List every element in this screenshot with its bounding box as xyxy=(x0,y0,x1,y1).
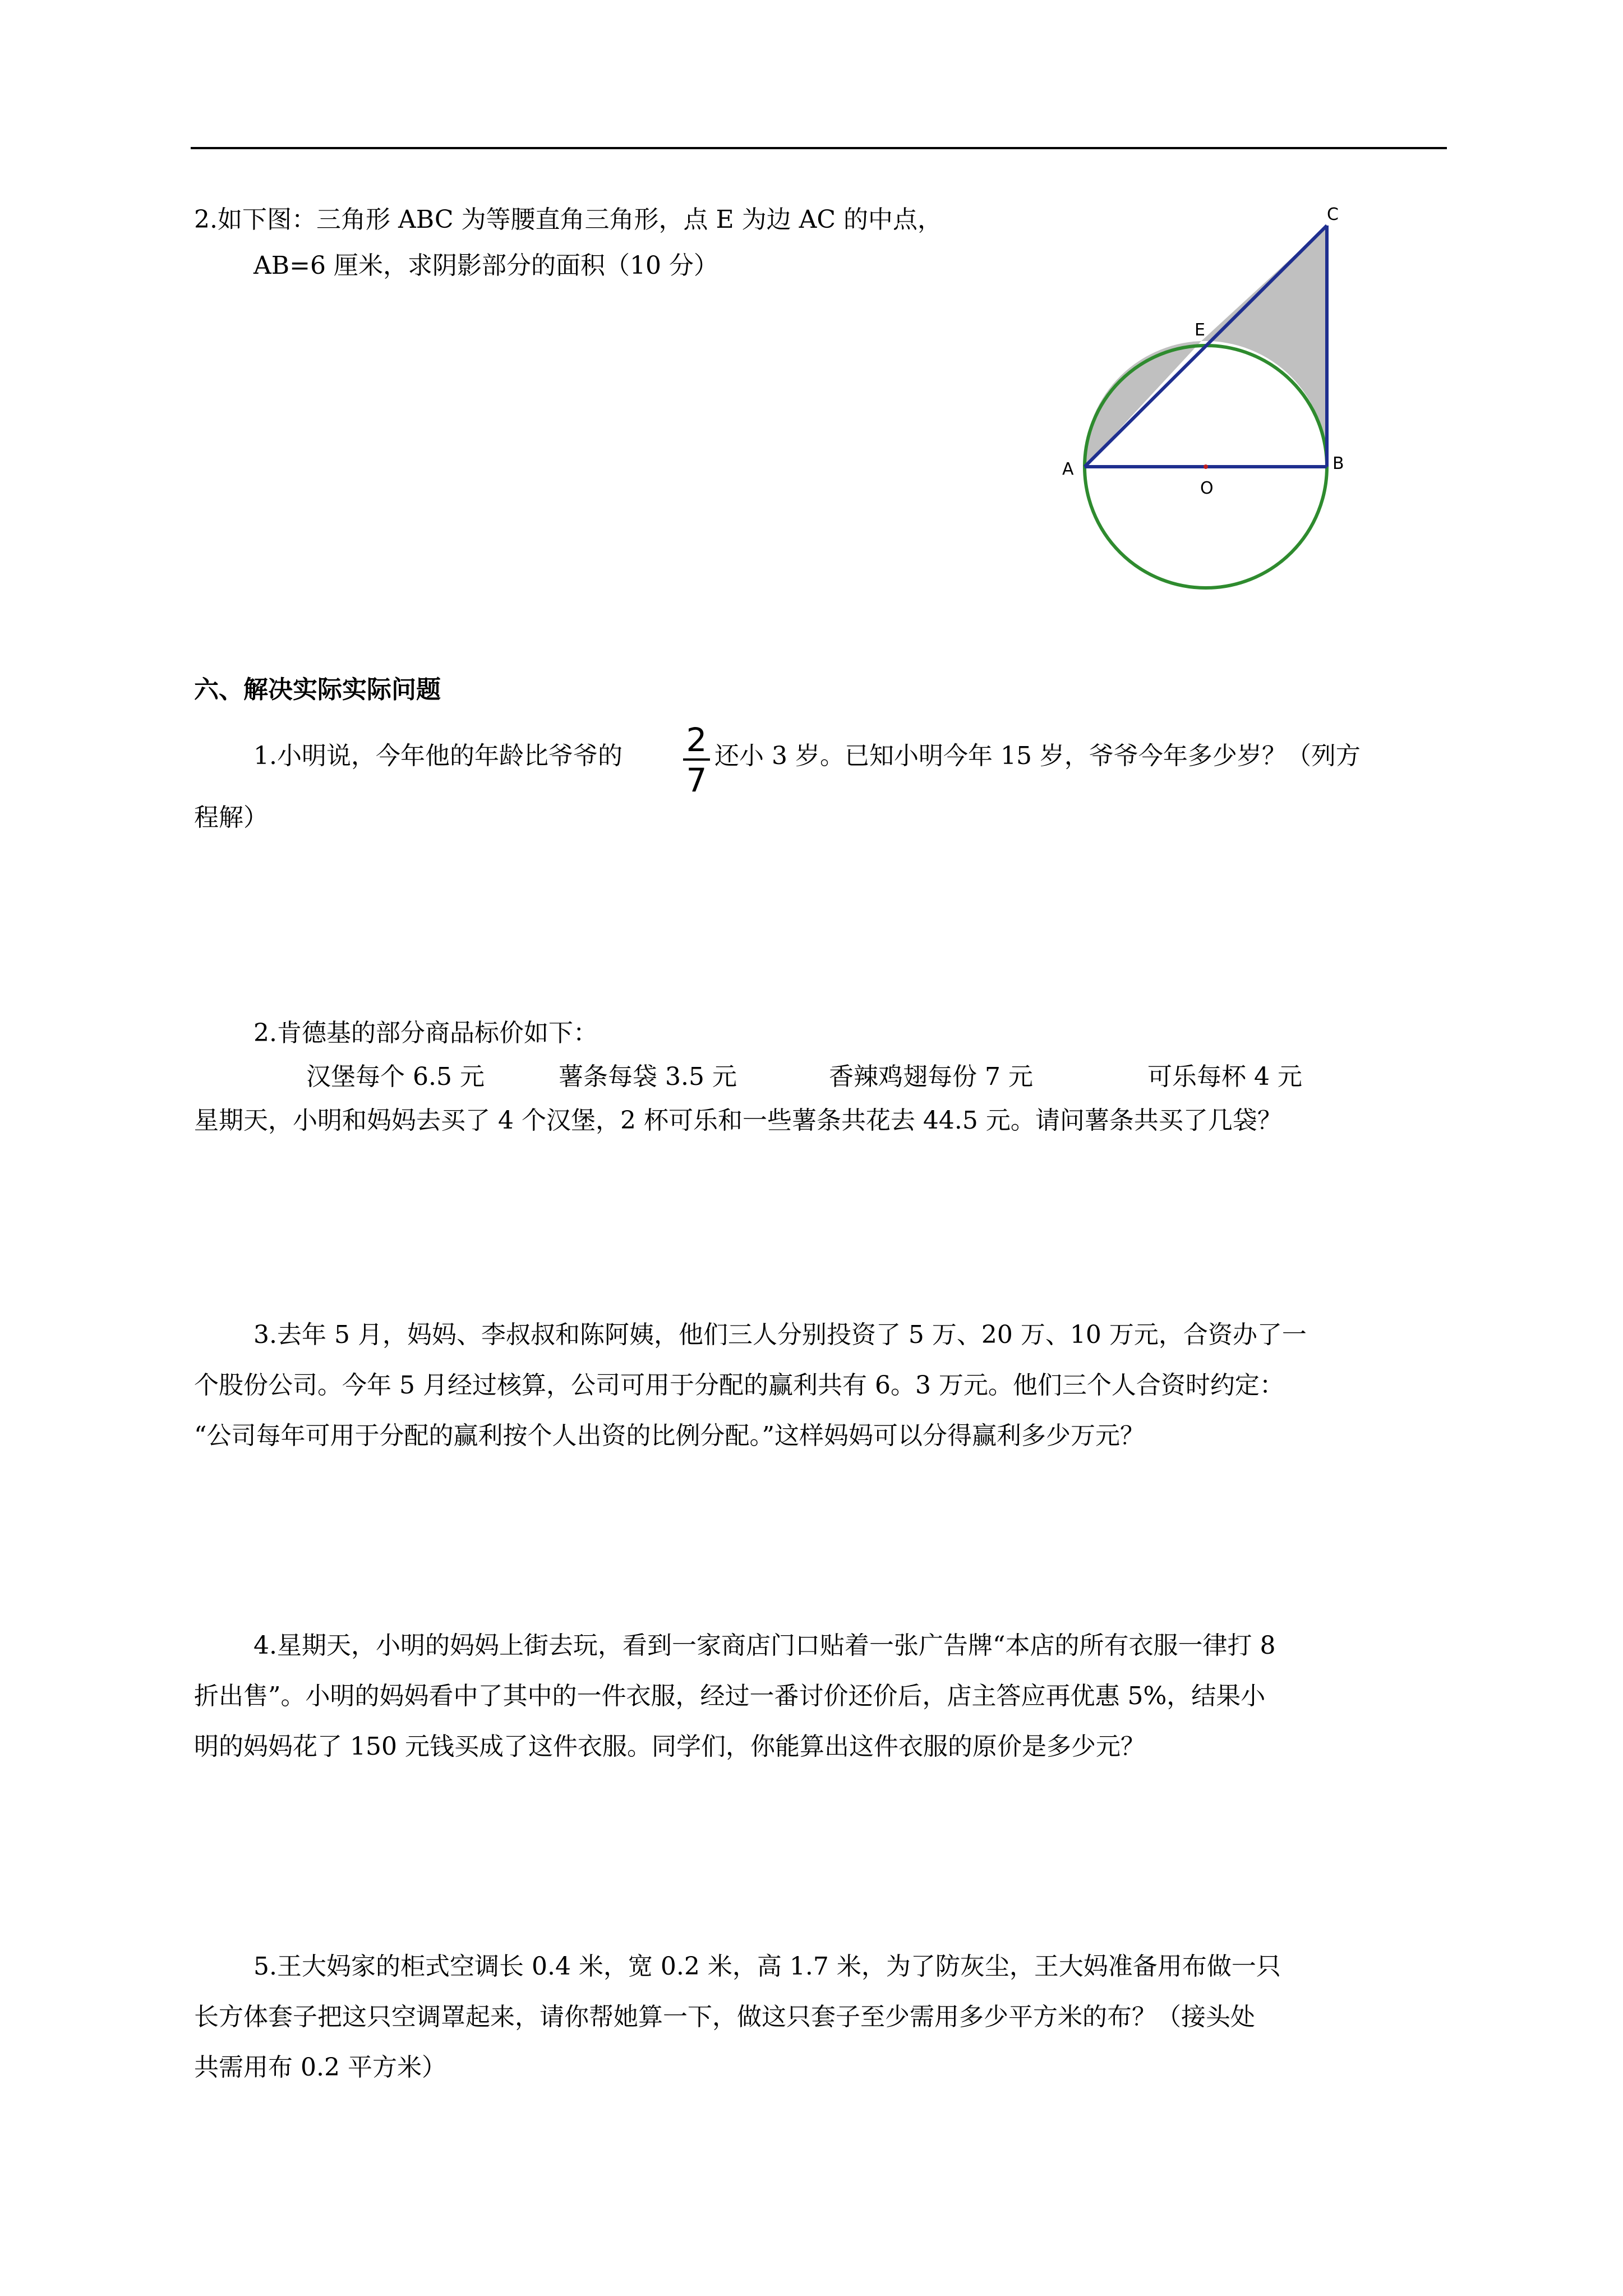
p3-text-line3: “公司每年可用于分配的赢利按个人出资的比例分配。”这样妈妈可以分得赢利多少万元？ xyxy=(194,1421,1145,1450)
section-6-title: 六、解决实际实际问题 xyxy=(194,675,441,704)
p2-item-fries: 薯条每袋 3.5 元 xyxy=(559,1062,737,1091)
p4-text-line1: 4.星期天，小明的妈妈上街去玩，看到一家商店门口贴着一张广告牌“本店的所有衣服一律打 8 xyxy=(253,1631,1276,1660)
fraction-bar xyxy=(683,758,710,761)
p4-text-line3: 明的妈妈花了 150 元钱买成了这件衣服。同学们，你能算出这件衣服的原价是多少元？ xyxy=(194,1732,1145,1761)
label-e: E xyxy=(1195,320,1205,340)
p3-text-line1: 3.去年 5 月，妈妈、李叔叔和陈阿姨，他们三人分别投资了 5 万、20 万、10 万元，合资办了一 xyxy=(253,1320,1307,1349)
q2-text-line1: 2.如下图：三角形 ABC 为等腰直角三角形，点 E 为边 AC 的中点， xyxy=(194,205,943,234)
center-point-o xyxy=(1204,464,1208,469)
p2-text-line1: 2.肯德基的部分商品标价如下： xyxy=(253,1019,598,1047)
label-c: C xyxy=(1327,205,1339,224)
p5-text-line3: 共需用布 0.2 平方米） xyxy=(194,2053,446,2082)
p3-text-line2: 个股份公司。今年 5 月经过核算，公司可用于分配的赢利共有 6。3 万元。他们三个人合资时约定： xyxy=(194,1371,1284,1400)
p2-item-hamburger: 汉堡每个 6.5 元 xyxy=(306,1062,485,1091)
label-a: A xyxy=(1062,459,1074,479)
p5-text-line2: 长方体套子把这只空调罩起来，请你帮她算一下，做这只套子至少需用多少平方米的布？（接头处 xyxy=(194,2003,1255,2031)
p2-item-cola: 可乐每杯 4 元 xyxy=(1147,1062,1302,1091)
p1-text-after: 还小 3 岁。已知小明今年 15 岁，爷爷今年多少岁？（列方 xyxy=(714,742,1361,770)
p1-text-before: 1.小明说，今年他的年龄比爷爷的 xyxy=(253,742,623,770)
p2-text-line3: 星期天，小明和妈妈去买了 4 个汉堡，2 杯可乐和一些薯条共花去 44.5 元。请问薯条共买了几袋？ xyxy=(194,1106,1282,1135)
label-o: O xyxy=(1200,478,1214,498)
q2-text-line2: AB=6 厘米，求阴影部分的面积（10 分） xyxy=(253,251,718,280)
label-b: B xyxy=(1332,454,1344,473)
geometry-figure xyxy=(1054,196,1368,600)
p4-text-line2: 折出售”。小明的妈妈看中了其中的一件衣服，经过一番讨价还价后，店主答应再优惠 5%，结果小 xyxy=(194,1682,1266,1710)
fraction-numerator: 2 xyxy=(686,721,707,759)
fraction-denominator: 7 xyxy=(686,761,707,799)
header-rule xyxy=(191,147,1447,149)
p5-text-line1: 5.王大妈家的柜式空调长 0.4 米，宽 0.2 米，高 1.7 米，为了防灰尘，王大妈准备用布做一只 xyxy=(253,1952,1281,1981)
p2-item-wings: 香辣鸡翅每份 7 元 xyxy=(829,1062,1033,1091)
p1-text-line2: 程解） xyxy=(194,803,268,832)
